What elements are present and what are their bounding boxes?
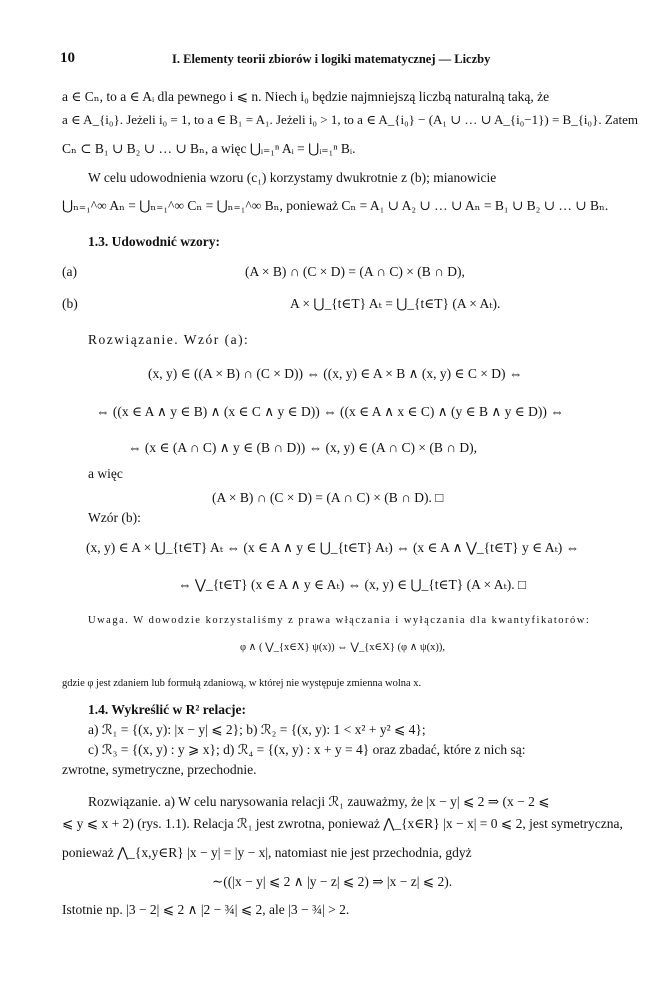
equation: A × ⋃_{t∈T} Aₜ = ⋃_{t∈T} (A × Aₜ). (290, 296, 501, 311)
text-line: a) ℛ₁ = {(x, y): |x − y| ⩽ 2}; b) ℛ₂ = {(x, y): 1 < x² + y² ⩽ 4}; (88, 722, 426, 737)
running-head: I. Elementy teorii zbiorów i logiki matematycznej — Liczby (172, 52, 491, 66)
equation: (A × B) ∩ (C × D) = (A ∩ C) × (B ∩ D). □ (212, 490, 444, 505)
equation: (x, y) ∈ ((A × B) ∩ (C × D)) ⇔ ((x, y) ∈ A × B ∧ (x, y) ∈ C × D) ⇔ (148, 366, 523, 381)
text-line: ponieważ ⋀_{x,y∈R} |x − y| = |y − x|, natomiast nie jest przechodnia, gdyż (62, 845, 472, 860)
text-line: zwrotne, symetryczne, przechodnie. (62, 762, 257, 777)
text-line: a ∈ Cₙ, to a ∈ Aᵢ dla pewnego i ⩽ n. Niech i₀ będzie najmniejszą liczbą naturalną taką, że (62, 89, 550, 104)
equation: (A × B) ∩ (C × D) = (A ∩ C) × (B ∩ D), (245, 264, 465, 279)
text-line: Istotnie np. |3 − 2| ⩽ 2 ∧ |2 − ¾| ⩽ 2, ale |3 − ¾| > 2. (62, 902, 350, 917)
equation: ⇔ ⋁_{t∈T} (x ∈ A ∧ y ∈ Aₜ) ⇔ (x, y) ∈ ⋃_{t∈T} (A × Aₜ). □ (178, 577, 527, 592)
solution-heading: Rozwiązanie. Wzór (a): (88, 332, 250, 347)
equation: φ ∧ ( ⋁_{x∈X} ψ(x)) ⇔ ⋁_{x∈X} (φ ∧ ψ(x)), (240, 642, 445, 653)
remark: Uwaga. W dowodzie korzystaliśmy z prawa włączania i wyłączania dla kwantyfikatorów: (88, 615, 591, 626)
text-line: Cₙ ⊂ B₁ ∪ B₂ ∪ … ∪ Bₙ, a więc ⋃ᵢ₌₁ⁿ Aᵢ = ⋃ᵢ₌₁ⁿ Bᵢ. (62, 141, 356, 156)
text-line: c) ℛ₃ = {(x, y) : y ⩾ x}; d) ℛ₄ = {(x, y) : x + y = 4} oraz zbadać, które z nich są: (88, 742, 526, 757)
text-line: W celu udowodnienia wzoru (c₁) korzystamy dwukrotnie z (b); mianowicie (88, 170, 497, 185)
page-number: 10 (60, 50, 75, 66)
solution-text: Rozwiązanie. a) W celu narysowania relacji ℛ₁ zauważmy, że |x − y| ⩽ 2 ⇒ (x − 2 ⩽ (88, 794, 550, 809)
page-header (60, 50, 632, 70)
text-line: ⋃ₙ₌₁^∞ Aₙ = ⋃ₙ₌₁^∞ Cₙ = ⋃ₙ₌₁^∞ Bₙ, ponieważ Cₙ = A₁ ∪ A₂ ∪ … ∪ Aₙ = B₁ ∪ B₂ ∪ … ∪ Bₙ. (62, 198, 609, 213)
exercise-heading: 1.4. Wykreślić w R² relacje: (88, 702, 247, 717)
equation-label: (b) (62, 296, 78, 311)
equation-label: (a) (62, 264, 77, 279)
text-line: a więc (88, 466, 123, 481)
exercise-heading: 1.3. Udowodnić wzory: (88, 234, 220, 249)
text-line: ⩽ y ⩽ x + 2) (rys. 1.1). Relacja ℛ₁ jest zwrotna, ponieważ ⋀_{x∈R} |x − x| = 0 ⩽ 2, jest symetryczna, (62, 816, 623, 831)
remark: gdzie φ jest zdaniem lub formułą zdaniową, w której nie występuje zmienna wolna x. (62, 678, 422, 689)
text-line: a ∈ A_{i₀}. Jeżeli i₀ = 1, to a ∈ B₁ = A₁. Jeżeli i₀ > 1, to a ∈ A_{i₀} − (A₁ ∪ … ∪ A_{i₀−1}) = B_{i₀}. Zatem (62, 112, 639, 127)
equation: ⇔ (x ∈ (A ∩ C) ∧ y ∈ (B ∩ D)) ⇔ (x, y) ∈ (A ∩ C) × (B ∩ D), (128, 440, 477, 455)
equation: (x, y) ∈ A × ⋃_{t∈T} Aₜ ⇔ (x ∈ A ∧ y ∈ ⋃_{t∈T} Aₜ) ⇔ (x ∈ A ∧ ⋁_{t∈T} y ∈ Aₜ) ⇔ (86, 540, 580, 555)
text-line: Wzór (b): (88, 510, 141, 525)
equation: ⇔ ((x ∈ A ∧ y ∈ B) ∧ (x ∈ C ∧ y ∈ D)) ⇔ ((x ∈ A ∧ x ∈ C) ∧ (y ∈ B ∧ y ∈ D)) ⇔ (96, 404, 564, 419)
equation: ∼((|x − y| ⩽ 2 ∧ |y − z| ⩽ 2) ⇒ |x − z| ⩽ 2). (212, 874, 453, 889)
